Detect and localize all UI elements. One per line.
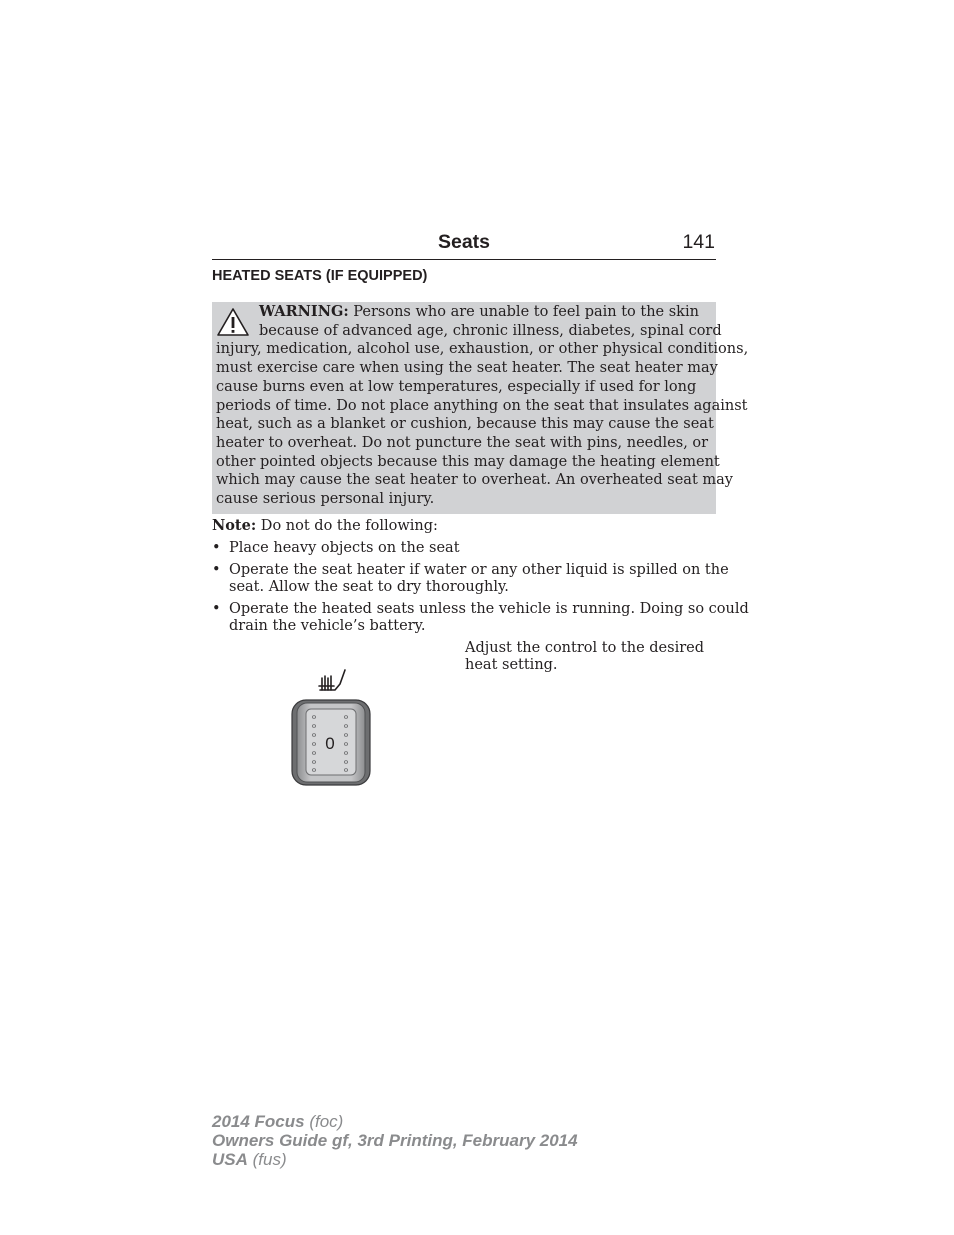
bullet-line: Place heavy objects on the seat (229, 540, 460, 556)
warning-triangle-icon (216, 307, 250, 337)
warning-line-5: cause burns even at low temperatures, especially if used for long (216, 378, 697, 395)
warning-line-1 (259, 303, 699, 322)
warning-line-4: must exercise care when using the seat heater. The seat heater may (216, 360, 718, 377)
adjust-instruction (465, 640, 704, 674)
footer-line-1 (212, 1112, 578, 1131)
footer-edition: Owners Guide gf, 3rd Printing, February 2014 (212, 1131, 578, 1150)
note (212, 516, 438, 536)
footer-line-3 (212, 1150, 578, 1169)
bullet-dot: • (212, 540, 221, 556)
bullet-line: Operate the heated seats unless the vehicle is running. Doing so could (229, 601, 749, 617)
footer-market-code: (fus) (247, 1150, 287, 1169)
warning-line-8: heater to overheat. Do not puncture the seat with pins, needles, or (216, 434, 709, 451)
warning-line-10: which may cause the seat heater to overheat. An overheated seat may (216, 472, 733, 489)
knob-label: 0 (325, 734, 335, 753)
warning-line-3: injury, medication, alcohol use, exhaustion, or other physical conditions, (216, 341, 749, 358)
section-heading: HEATED SEATS (IF EQUIPPED) (212, 268, 428, 284)
heated-seat-control-illustration (288, 664, 374, 788)
bullet-line: Operate the seat heater if water or any other liquid is spilled on the (229, 562, 729, 578)
note-text: Do not do the following: (256, 518, 438, 534)
page-footer (212, 1112, 578, 1169)
warning-line-9: other pointed objects because this may damage the heating element (216, 453, 720, 470)
warning-text: Persons who are unable to feel pain to the skin (348, 304, 699, 320)
bullet-dot: • (212, 562, 221, 578)
footer-model-code: (foc) (304, 1112, 344, 1131)
bullet-line: drain the vehicle’s battery. (229, 618, 426, 634)
adjust-line: heat setting. (465, 657, 558, 673)
warning-line-11: cause serious personal injury. (216, 491, 435, 507)
warning-box (212, 302, 749, 514)
warning-label: WARNING: (259, 303, 349, 320)
heated-seat-icon (319, 670, 345, 690)
warning-line-7: heat, such as a blanket or cushion, because this may cause the seat (216, 416, 714, 433)
footer-market: USA (212, 1150, 248, 1169)
footer-line-2 (212, 1131, 578, 1150)
bullet-dot: • (212, 601, 221, 617)
adjust-line: Adjust the control to the desired (465, 640, 705, 656)
section-title: Seats (437, 231, 491, 253)
page-number: 141 (682, 231, 715, 253)
warning-line-2: because of advanced age, chronic illness, diabetes, spinal cord (259, 322, 722, 339)
page-header (212, 229, 716, 260)
warning-line-6: periods of time. Do not place anything on the seat that insulates against (216, 397, 748, 414)
bullet-line: seat. Allow the seat to dry thoroughly. (229, 579, 509, 595)
footer-model: 2014 Focus (212, 1112, 305, 1131)
note-label: Note: (212, 517, 257, 534)
